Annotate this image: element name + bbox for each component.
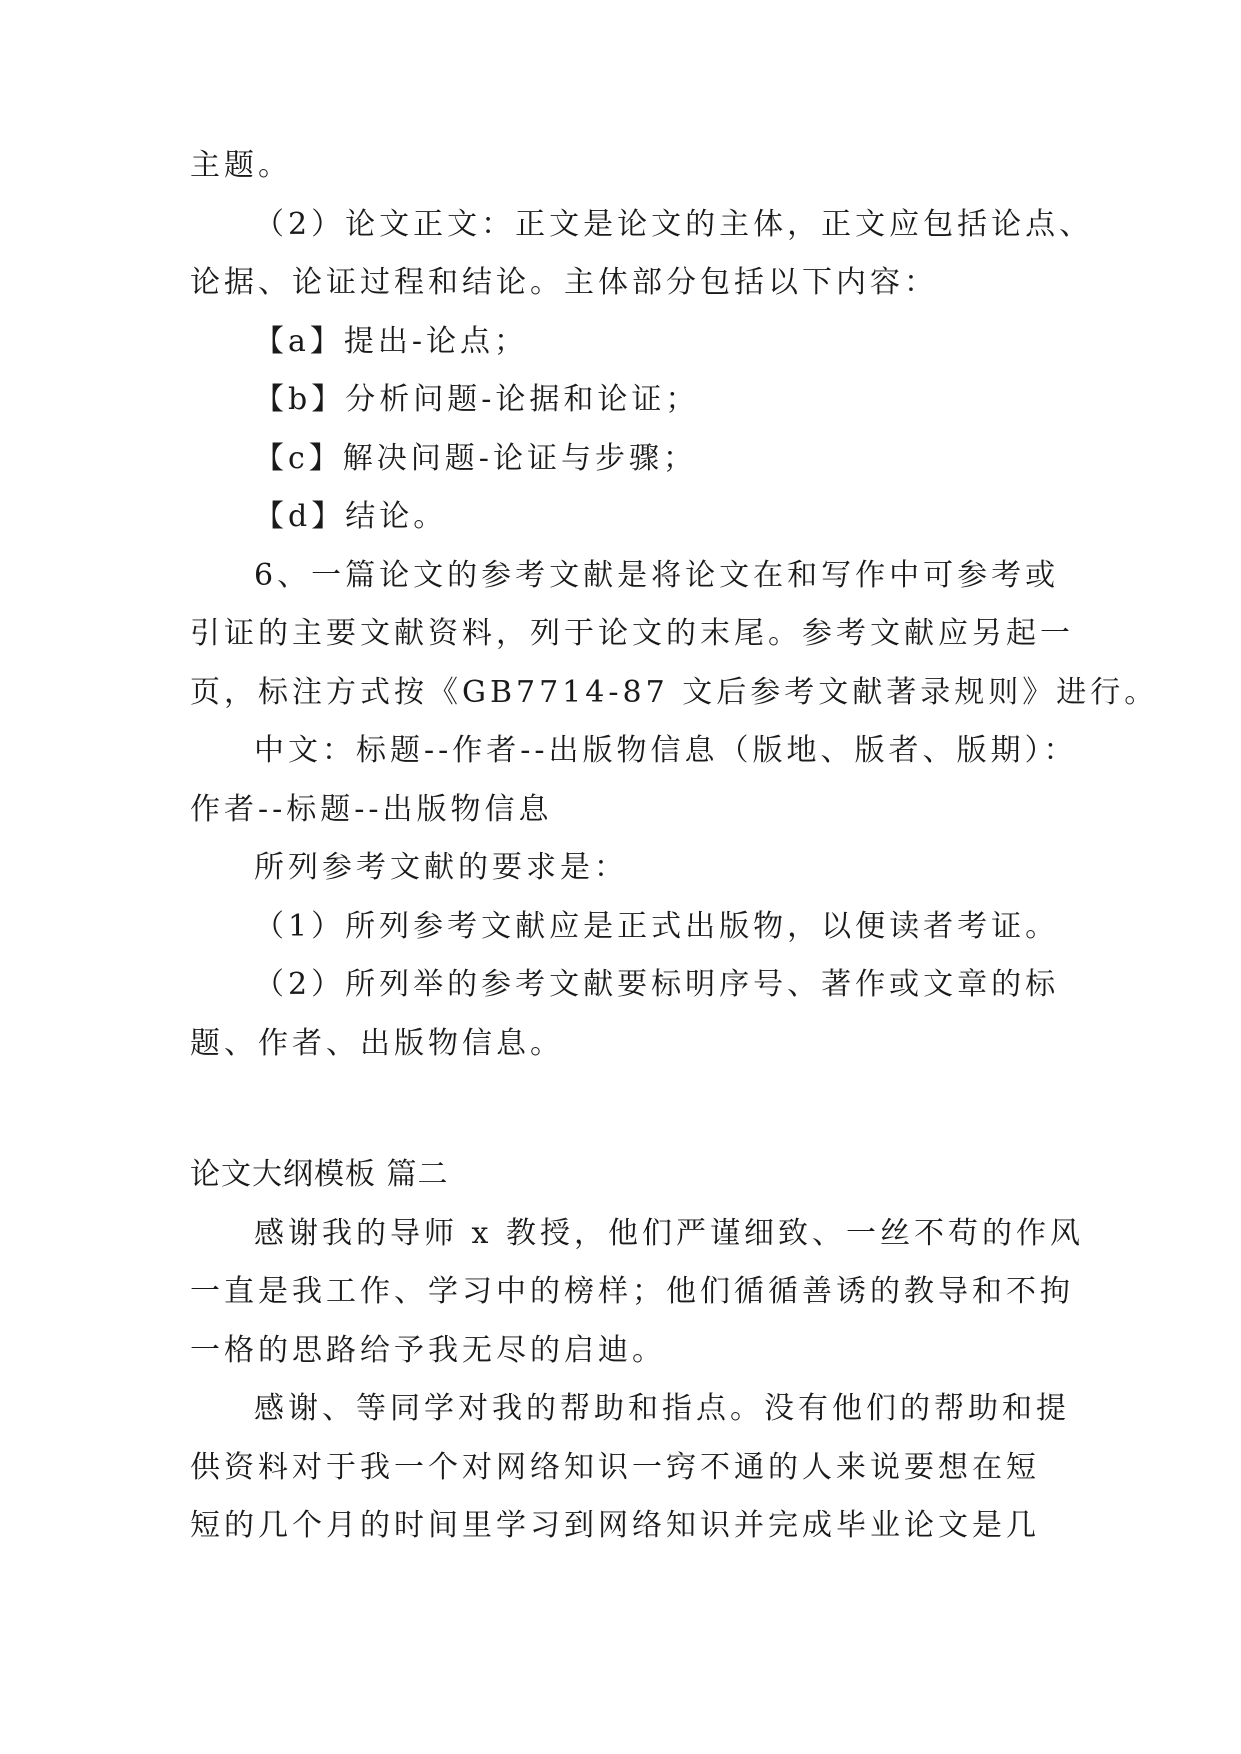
text-line: （2）论文正文：正文是论文的主体，正文应包括论点、 (254, 206, 1094, 242)
list-item: 【a】提出-论点； (254, 323, 529, 359)
text-line: 一直是我工作、学习中的榜样；他们循循善诱的教导和不拘 (190, 1274, 1074, 1309)
text-line: 主题。 (190, 148, 292, 183)
body-text-block-1 (190, 137, 1159, 1073)
list-item: 【c】解决问题-论证与步骤； (254, 440, 697, 476)
text-line: 所列参考文献的要求是： (254, 850, 628, 885)
list-item: （1）所列参考文献应是正式出版物，以便读者考证。 (254, 908, 1060, 944)
text-line: 中文：标题--作者--出版物信息（版地、版者、版期）： (254, 733, 1078, 768)
text-line: 6、一篇论文的参考文献是将论文在和写作中可参考或 (254, 557, 1060, 593)
text-line: 页，标注方式按《GB7714-87 文后参考文献著录规则》进行。 (190, 674, 1159, 710)
text-line: 引证的主要文献资料，列于论文的末尾。参考文献应另起一 (190, 616, 1074, 651)
text-line: 题、作者、出版物信息。 (190, 1025, 564, 1061)
section-heading: 论文大纲模板 篇二 (190, 1157, 449, 1192)
list-item: 【b】分析问题-论据和论证； (254, 382, 700, 417)
list-item: （2）所列举的参考文献要标明序号、著作或文章的标 (254, 967, 1060, 1002)
text-line: 感谢我的导师 x 教授，他们严谨细致、一丝不苟的作风 (254, 1215, 1084, 1251)
text-line: 一格的思路给予我无尽的启迪。 (190, 1332, 666, 1368)
text-line: 作者--标题--出版物信息 (190, 791, 553, 827)
text-line: 短的几个月的时间里学习到网络知识并完成毕业论文是几 (190, 1508, 1040, 1543)
text-line: 感谢、等同学对我的帮助和指点。没有他们的帮助和提 (254, 1391, 1070, 1426)
text-line: 供资料对于我一个对网络知识一窍不通的人来说要想在短 (190, 1449, 1040, 1485)
body-text-block-2 (190, 1146, 1084, 1556)
text-line: 论据、论证过程和结论。主体部分包括以下内容： (190, 265, 938, 300)
list-item: 【d】结论。 (254, 499, 448, 534)
